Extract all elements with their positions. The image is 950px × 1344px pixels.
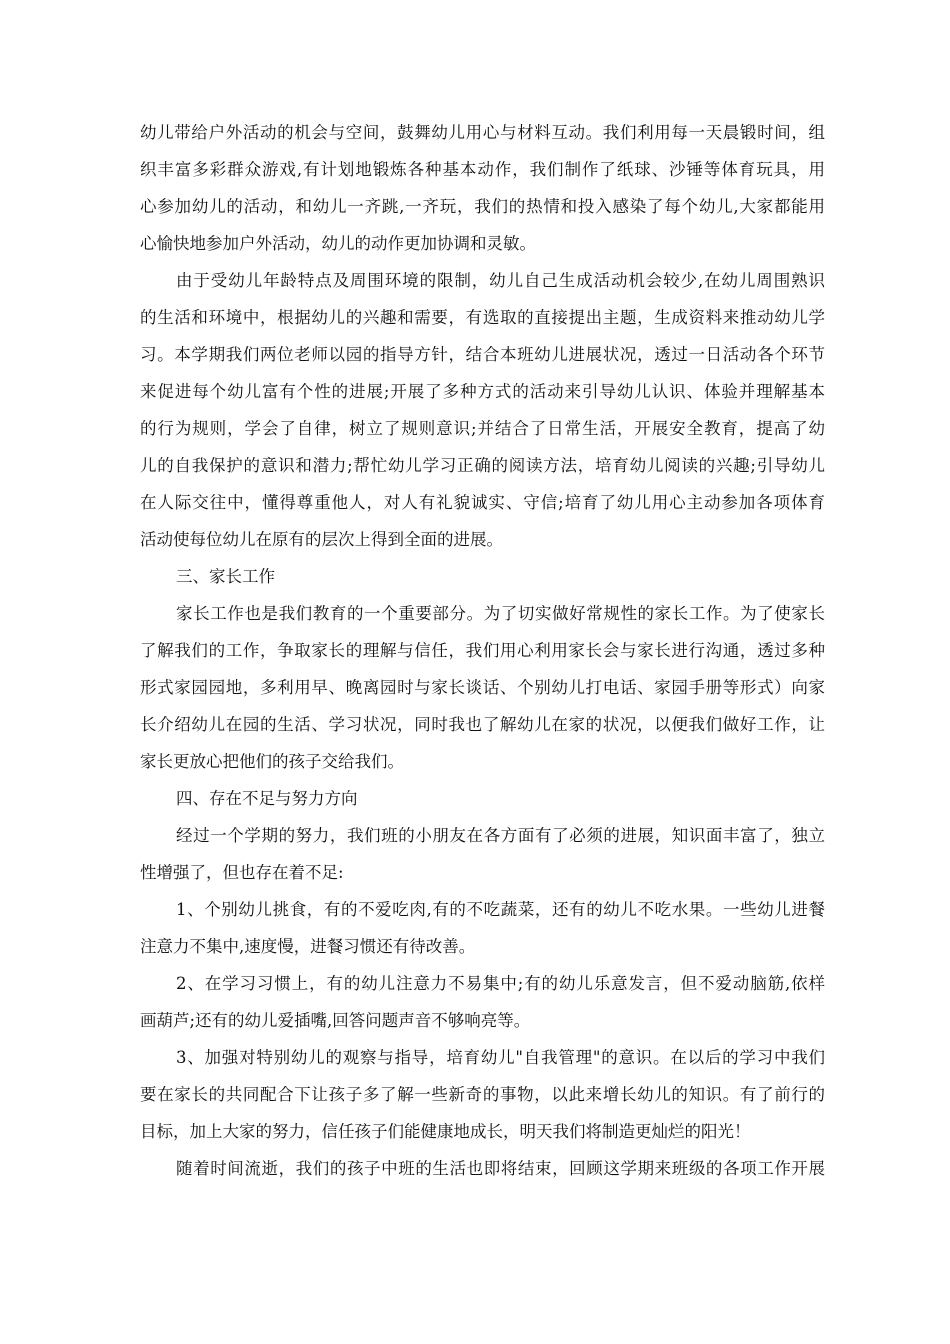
text-line: 的生活和环境中，根据幼儿的兴趣和需要，有选取的直接提出主题，生成资料来推动幼儿学 (140, 308, 825, 327)
text-line: 活动使每位幼儿在原有的层次上得到全面的进展。 (140, 530, 503, 549)
text-line: 儿的自我保护的意识和潜力;帮忙幼儿学习正确的阅读方法，培育幼儿阅读的兴趣;引导幼儿 (140, 456, 825, 475)
text-line: 随着时间流逝，我们的孩子中班的生活也即将结束，回顾这学期来班级的各项工作开展 (176, 1159, 825, 1178)
text-line: 1、个别幼儿挑食，有的不爱吃肉,有的不吃蔬菜，还有的幼儿不吃水果。一些幼儿进餐 (176, 900, 825, 919)
text-line: 幼儿带给户外活动的机会与空间，鼓舞幼儿用心与材料互动。我们利用每一天晨锻时间，组 (140, 123, 825, 142)
text-line: 来促进每个幼儿富有个性的进展;开展了多种方式的活动来引导幼儿认识、体验并理解基本 (140, 382, 825, 401)
text-line: 性增强了，但也存在着不足: (140, 863, 344, 882)
text-line: 经过一个学期的努力，我们班的小朋友在各方面有了必须的进展，知识面丰富了，独立 (176, 826, 825, 845)
text-line: 3、加强对特别幼儿的观察与指导，培育幼儿"自我管理"的意识。在以后的学习中我们 (176, 1048, 825, 1067)
text-line: 画葫芦;还有的幼儿爱插嘴,回答问题声音不够响亮等。 (140, 1011, 531, 1030)
text-line: 习。本学期我们两位老师以园的指导方针，结合本班幼儿进展状况，透过一日活动各个环节 (140, 345, 825, 364)
text-line: 长介绍幼儿在园的生活、学习状况，同时我也了解幼儿在家的状况，以便我们做好工作，让 (140, 715, 825, 734)
text-line: 由于受幼儿年龄特点及周围环境的限制，幼儿自己生成活动机会较少,在幼儿周围熟识 (176, 271, 825, 290)
text-line: 心愉快地参加户外活动，幼儿的动作更加协调和灵敏。 (140, 234, 536, 253)
text-line: 的行为规则，学会了自律，树立了规则意识;并结合了日常生活，开展安全教育，提高了幼 (140, 419, 825, 438)
text-line: 要在家长的共同配合下让孩子多了解一些新奇的事物，以此来增长幼儿的知识。有了前行的 (140, 1085, 825, 1104)
text-line: 织丰富多彩群众游戏,有计划地锻炼各种基本动作，我们制作了纸球、沙锤等体育玩具，用 (140, 160, 825, 179)
text-line: 家长工作也是我们教育的一个重要部分。为了切实做好常规性的家长工作。为了使家长 (176, 604, 825, 623)
text-line: 了解我们的工作，争取家长的理解与信任，我们用心利用家长会与家长进行沟通，透过多种 (140, 641, 825, 660)
text-line: 注意力不集中,速度慢，进餐习惯还有待改善。 (140, 937, 476, 956)
text-line: 2、在学习习惯上，有的幼儿注意力不易集中;有的幼儿乐意发言，但不爱动脑筋,依样 (176, 974, 825, 993)
text-line: 目标，加上大家的努力，信任孩子们能健康地成长，明天我们将制造更灿烂的阳光！ (140, 1122, 751, 1141)
text-line: 家长更放心把他们的孩子交给我们。 (140, 752, 404, 771)
text-line: 形式家园园地，多利用早、晚离园时与家长谈话、个别幼儿打电话、家园手册等形式）向家 (140, 678, 825, 697)
text-line: 心参加幼儿的活动，和幼儿一齐跳,一齐玩，我们的热情和投入感染了每个幼儿,大家都能用 (140, 197, 825, 216)
text-line: 四、存在不足与努力方向 (176, 789, 358, 808)
text-line: 三、家长工作 (176, 567, 275, 586)
text-line: 在人际交往中，懂得尊重他人，对人有礼貌诚实、守信;培育了幼儿用心主动参加各项体育 (140, 493, 825, 512)
